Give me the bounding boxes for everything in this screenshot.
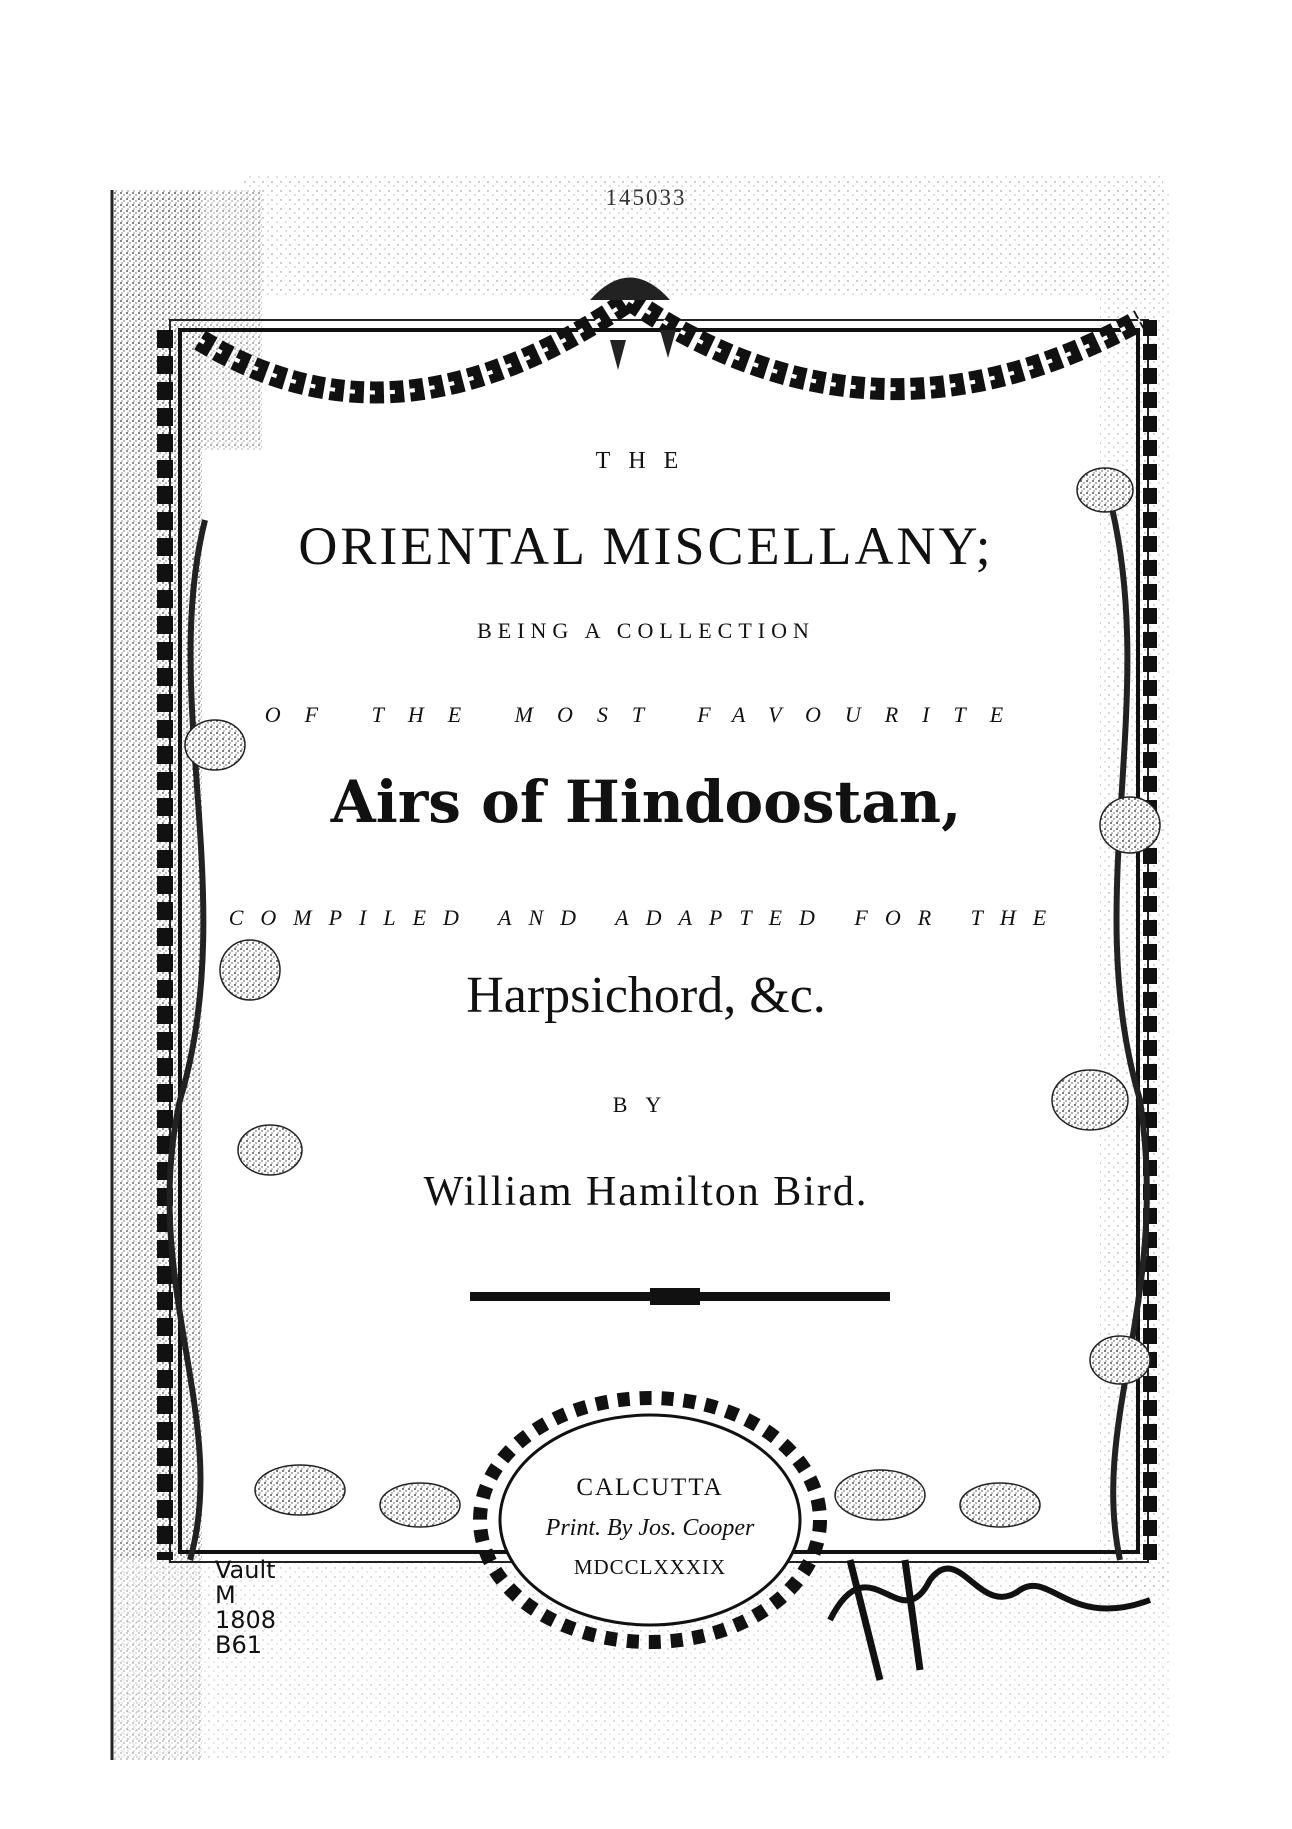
work-title: Airs of Hindoostan, xyxy=(330,768,962,836)
title-article: THE xyxy=(595,448,697,474)
page-title: ORIENTAL MISCELLANY; xyxy=(298,516,994,576)
instrument-title: Harpsichord, &c. xyxy=(466,967,826,1024)
author-name: William Hamilton Bird. xyxy=(423,1169,869,1215)
compiled-line: COMPILED AND ADAPTED FOR THE xyxy=(228,905,1064,930)
imprint-year: MDCCLXXXIX xyxy=(573,1555,727,1579)
library-shelfmark: Vault M 1808 B61 xyxy=(215,1556,277,1659)
accession-stamp: 145033 xyxy=(605,185,687,210)
imprint-printer: Print. By Jos. Cooper xyxy=(545,1515,755,1541)
subtitle-line-2: OF THE MOST FAVOURITE xyxy=(264,702,1028,727)
subtitle-line-1: BEING A COLLECTION xyxy=(477,618,815,643)
by-line: BY xyxy=(612,1092,680,1117)
imprint-city: CALCUTTA xyxy=(576,1474,724,1501)
